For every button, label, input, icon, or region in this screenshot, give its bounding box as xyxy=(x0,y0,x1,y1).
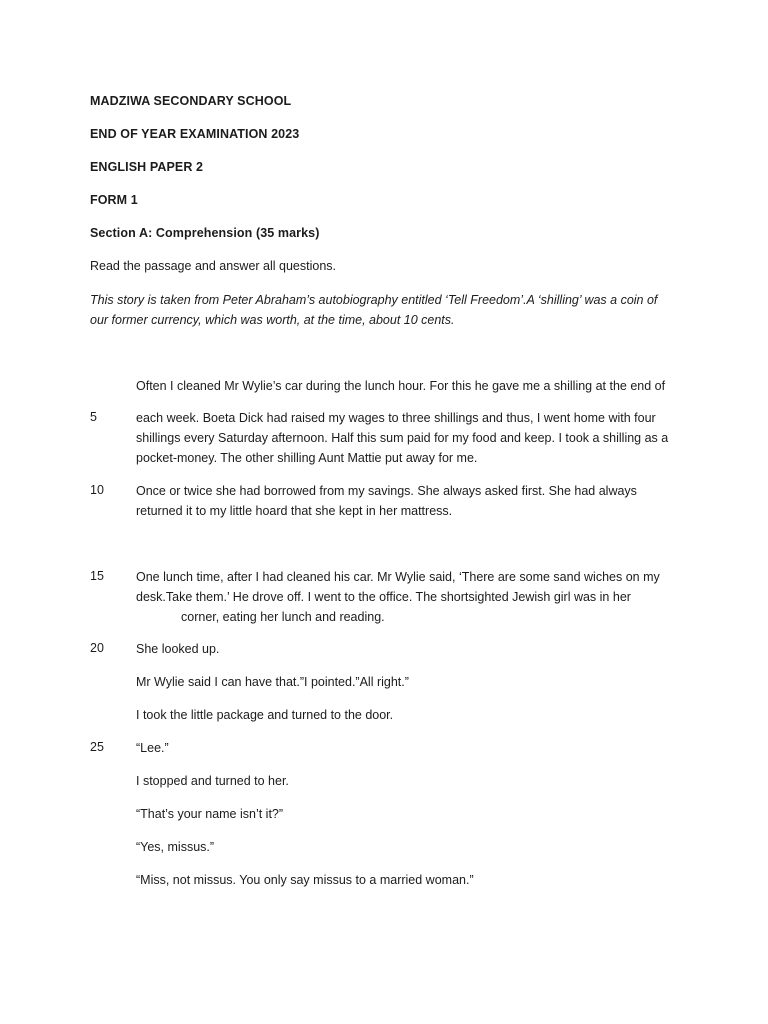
passage-line: “Yes, missus.” xyxy=(136,840,215,854)
passage-paragraph-7 xyxy=(136,705,696,725)
passage-paragraph-3 xyxy=(136,481,696,521)
form-label: FORM 1 xyxy=(90,193,138,207)
line-number-25: 25 xyxy=(90,740,104,754)
passage-paragraph-5 xyxy=(136,639,696,659)
passage-paragraph-1 xyxy=(136,376,696,396)
passage-line: corner, eating her lunch and reading. xyxy=(181,610,385,624)
passage-line: One lunch time, after I had cleaned his car. Mr Wylie said, ‘There are some sand wiches on my xyxy=(136,570,660,584)
passage-paragraph-2 xyxy=(136,408,696,468)
passage-line: “Lee.” xyxy=(136,741,169,755)
passage-line: desk.Take them.’ He drove off. I went to the office. The shortsighted Jewish girl was in her xyxy=(136,590,631,604)
school-name: MADZIWA SECONDARY SCHOOL xyxy=(90,94,292,108)
line-number-5: 5 xyxy=(90,410,97,424)
intro-note xyxy=(90,290,690,330)
passage-line: Mr Wylie said I can have that.”I pointed.”All right.” xyxy=(136,675,409,689)
passage-paragraph-4 xyxy=(136,567,696,627)
passage-paragraph-6 xyxy=(136,672,696,692)
passage-paragraph-10 xyxy=(136,804,696,824)
passage-line: “That’s your name isn’t it?” xyxy=(136,807,284,821)
passage-line: Once or twice she had borrowed from my savings. She always asked first. She had always xyxy=(136,484,637,498)
line-number-10: 10 xyxy=(90,483,104,497)
intro-line: This story is taken from Peter Abraham’s autobiography entitled ‘Tell Freedom’.A ‘shilling’ was a coin of xyxy=(90,293,658,307)
passage-line: Often I cleaned Mr Wylie’s car during the lunch hour. For this he gave me a shilling at the end of xyxy=(136,379,666,393)
passage-line: “Miss, not missus. You only say missus to a married woman.” xyxy=(136,873,474,887)
section-heading: Section A: Comprehension (35 marks) xyxy=(90,226,320,240)
paper-title: ENGLISH PAPER 2 xyxy=(90,160,204,174)
intro-line: our former currency, which was worth, at the time, about 10 cents. xyxy=(90,313,455,327)
instruction-text: Read the passage and answer all questions. xyxy=(90,259,336,273)
line-number-15: 15 xyxy=(90,569,104,583)
line-number-20: 20 xyxy=(90,641,104,655)
passage-paragraph-12 xyxy=(136,870,696,890)
passage-line: pocket-money. The other shilling Aunt Mattie put away for me. xyxy=(136,451,478,465)
passage-line: I took the little package and turned to the door. xyxy=(136,708,394,722)
passage-paragraph-11 xyxy=(136,837,696,857)
passage-line: returned it to my little hoard that she kept in her mattress. xyxy=(136,504,453,518)
passage-line: shillings every Saturday afternoon. Half this sum paid for my food and keep. I took a shilling as a xyxy=(136,431,669,445)
passage-paragraph-8 xyxy=(136,738,696,758)
passage-line: She looked up. xyxy=(136,642,220,656)
passage-paragraph-9 xyxy=(136,771,696,791)
passage-line: each week. Boeta Dick had raised my wages to three shillings and thus, I went home with four xyxy=(136,411,656,425)
passage-line: I stopped and turned to her. xyxy=(136,774,289,788)
exam-title: END OF YEAR EXAMINATION 2023 xyxy=(90,127,300,141)
